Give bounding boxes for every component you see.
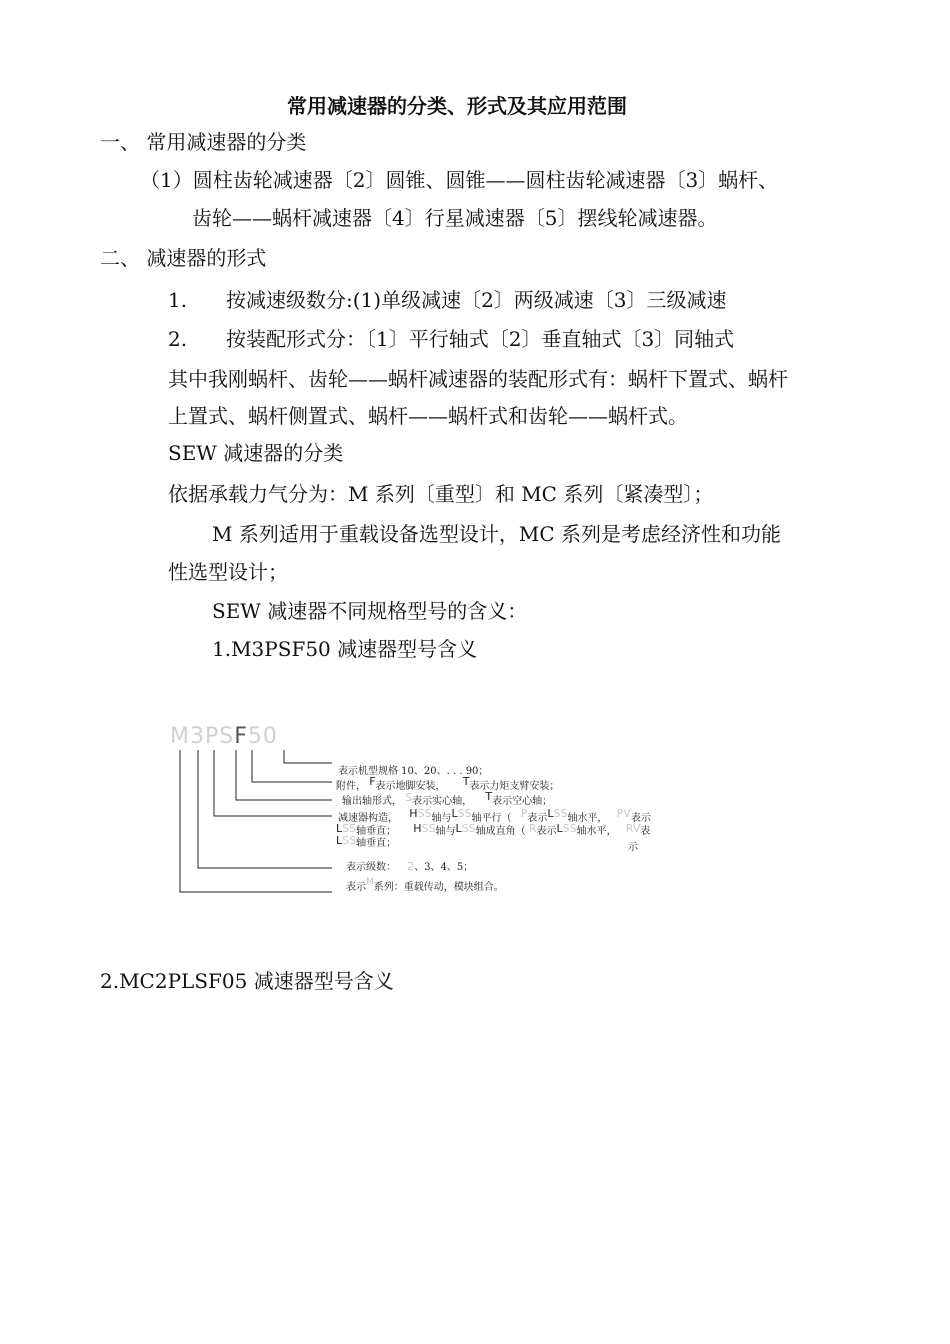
code-part-50: 50 <box>247 724 278 749</box>
item-1-number: 1. <box>168 288 188 312</box>
row-attachment: 附件， F表示地脚安装， T表示力矩支臂安装； <box>336 775 560 792</box>
row-series: 表示M系列：重载传动，模块组合。 <box>346 877 504 893</box>
model-meaning-line: SEW 减速器不同规格型号的含义： <box>212 599 528 623</box>
section-1-line-1: （1）圆柱齿轮减速器〔2〕圆锥、圆锥——圆柱齿轮减速器〔3〕蜗杆、 <box>140 168 779 192</box>
section-2-heading: 二、 减速器的形式 <box>100 246 267 270</box>
row-structure-a: 减速器构造， HSS轴与LSS轴平行（ P表示LSS轴水平， PV表示 <box>338 807 651 824</box>
item-1-text: 按减速级数分:(1)单级减速〔2〕两级减速〔3〕三级减速 <box>226 288 727 312</box>
row-structure-c: LSS轴垂直； <box>336 834 397 849</box>
load-line: 依据承载力气分为：M 系列〔重型〕和 MC 系列〔紧凑型〕； <box>168 482 714 506</box>
sew-heading: SEW 减速器的分类 <box>168 441 344 465</box>
row-structure-tail: 示 <box>628 842 638 853</box>
model-2-heading: 2.MC2PLSF05 减速器型号含义 <box>100 969 394 993</box>
row-structure-b: LSS轴垂直； HSS轴与LSS轴成直角（ R表示LSS轴水平， RV表 <box>336 822 651 837</box>
section-1-line-2: 齿轮——蜗杆减速器〔4〕行星减速器〔5〕摆线轮减速器。 <box>192 206 718 230</box>
para-line-2: 上置式、蜗杆侧置式、蜗杆——蜗杆式和齿轮——蜗杆式。 <box>168 404 688 428</box>
row-size: 表示机型规格 10、20、. . . 90； <box>338 766 489 777</box>
code-part-m3p: M3P <box>170 724 220 749</box>
item-2-number: 2. <box>168 327 188 351</box>
section-1-heading: 一、 常用减速器的分类 <box>100 130 307 154</box>
model-1-heading: 1.M3PSF50 减速器型号含义 <box>212 637 478 661</box>
para-line-1: 其中我刚蜗杆、齿轮——蜗杆减速器的装配形式有：蜗杆下置式、蜗杆 <box>168 367 788 391</box>
row-stages: 表示级数： 2、3、4、5； <box>346 860 474 873</box>
code-part-s: S <box>219 724 235 749</box>
row-output-shaft: 输出轴形式， S表示实心轴， T表示空心轴； <box>342 790 553 807</box>
page-title: 常用减速器的分类、形式及其应用范围 <box>287 94 627 118</box>
m-series-line-2: 性选型设计； <box>168 560 288 584</box>
model-code-diagram <box>160 720 760 910</box>
item-2-text: 按装配形式分：〔1〕平行轴式〔2〕垂直轴式〔3〕同轴式 <box>226 327 735 351</box>
code-part-f: F <box>234 724 248 749</box>
m-series-line-1: M 系列适用于重载设备选型设计，MC 系列是考虑经济性和功能 <box>212 522 781 546</box>
